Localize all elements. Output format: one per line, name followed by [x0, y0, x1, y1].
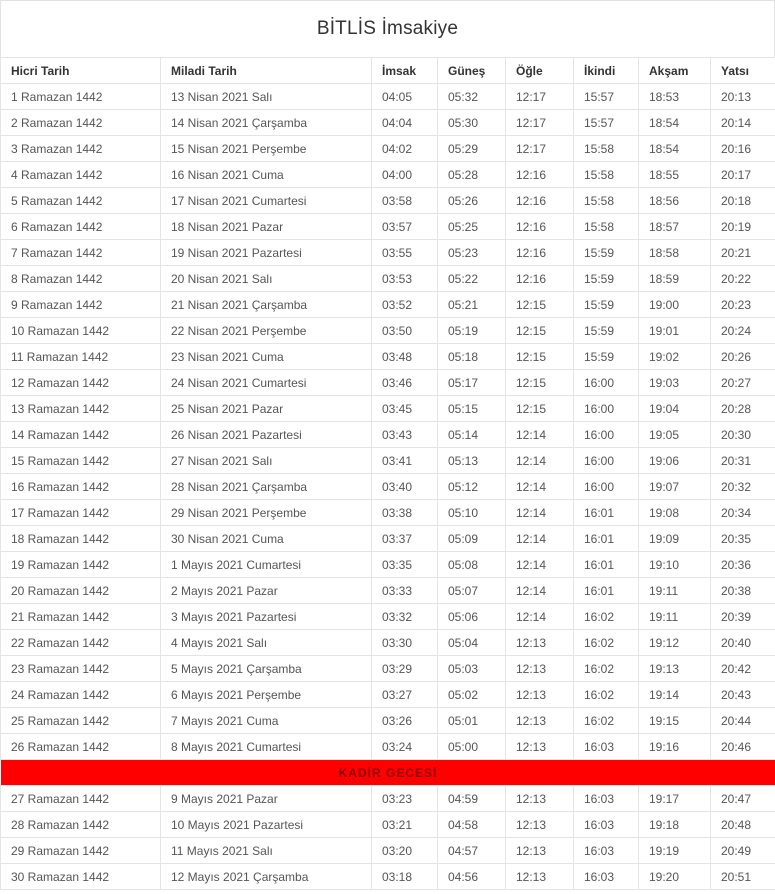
table-cell: 03:18	[372, 864, 438, 890]
table-cell: 05:13	[438, 448, 506, 474]
table-cell: 03:46	[372, 370, 438, 396]
table-cell: 20 Ramazan 1442	[1, 578, 161, 604]
table-cell: 20:27	[711, 370, 775, 396]
table-cell: 12:14	[506, 474, 574, 500]
table-cell: 27 Nisan 2021 Salı	[161, 448, 372, 474]
table-cell: 16:03	[574, 812, 639, 838]
table-row	[1, 240, 775, 266]
table-cell: 10 Mayıs 2021 Pazartesi	[161, 812, 372, 838]
table-cell: 12:13	[506, 812, 574, 838]
table-cell: 28 Ramazan 1442	[1, 812, 161, 838]
table-cell: 19:16	[639, 734, 711, 760]
table-cell: 18:59	[639, 266, 711, 292]
table-row	[1, 292, 775, 318]
table-cell: 05:32	[438, 84, 506, 110]
table-cell: 03:23	[372, 786, 438, 812]
table-cell: 18 Nisan 2021 Pazar	[161, 214, 372, 240]
table-cell: 12:13	[506, 630, 574, 656]
table-cell: 26 Ramazan 1442	[1, 734, 161, 760]
table-cell: 19:03	[639, 370, 711, 396]
table-cell: 05:26	[438, 188, 506, 214]
table-cell: 03:50	[372, 318, 438, 344]
table-row	[1, 812, 775, 838]
table-cell: 12:16	[506, 214, 574, 240]
table-cell: 20:36	[711, 552, 775, 578]
kadir-gecesi-banner: KADİR GECESİ	[1, 760, 775, 786]
table-cell: 19:11	[639, 604, 711, 630]
table-cell: 26 Nisan 2021 Pazartesi	[161, 422, 372, 448]
table-cell: 19:20	[639, 864, 711, 890]
table-cell: 18:54	[639, 136, 711, 162]
table-row	[1, 630, 775, 656]
column-header-gunes: Güneş	[438, 58, 506, 84]
table-cell: 20:43	[711, 682, 775, 708]
table-cell: 29 Nisan 2021 Perşembe	[161, 500, 372, 526]
table-cell: 04:00	[372, 162, 438, 188]
table-row	[1, 344, 775, 370]
table-header-row	[1, 58, 775, 84]
table-cell: 15:57	[574, 110, 639, 136]
table-cell: 19 Nisan 2021 Pazartesi	[161, 240, 372, 266]
column-header-yatsi: Yatsı	[711, 58, 775, 84]
table-cell: 15 Ramazan 1442	[1, 448, 161, 474]
table-cell: 12:16	[506, 162, 574, 188]
prayer-times-table	[0, 57, 775, 890]
table-cell: 05:28	[438, 162, 506, 188]
table-cell: 15:58	[574, 162, 639, 188]
table-cell: 16:03	[574, 838, 639, 864]
table-cell: 13 Ramazan 1442	[1, 396, 161, 422]
table-cell: 27 Ramazan 1442	[1, 786, 161, 812]
table-cell: 4 Mayıs 2021 Salı	[161, 630, 372, 656]
table-cell: 23 Ramazan 1442	[1, 656, 161, 682]
table-cell: 17 Ramazan 1442	[1, 500, 161, 526]
table-cell: 12:14	[506, 526, 574, 552]
table-cell: 20:51	[711, 864, 775, 890]
table-cell: 2 Ramazan 1442	[1, 110, 161, 136]
table-cell: 19 Ramazan 1442	[1, 552, 161, 578]
table-cell: 16:00	[574, 396, 639, 422]
table-cell: 11 Ramazan 1442	[1, 344, 161, 370]
table-cell: 13 Nisan 2021 Salı	[161, 84, 372, 110]
table-cell: 16:01	[574, 578, 639, 604]
table-cell: 19:06	[639, 448, 711, 474]
table-cell: 22 Nisan 2021 Perşembe	[161, 318, 372, 344]
table-cell: 5 Ramazan 1442	[1, 188, 161, 214]
table-cell: 15:58	[574, 188, 639, 214]
table-cell: 25 Ramazan 1442	[1, 708, 161, 734]
table-cell: 12:13	[506, 708, 574, 734]
table-row	[1, 864, 775, 890]
table-cell: 19:10	[639, 552, 711, 578]
table-cell: 03:20	[372, 838, 438, 864]
table-cell: 03:57	[372, 214, 438, 240]
table-cell: 19:12	[639, 630, 711, 656]
table-cell: 03:45	[372, 396, 438, 422]
table-cell: 19:15	[639, 708, 711, 734]
table-cell: 03:40	[372, 474, 438, 500]
table-cell: 15:59	[574, 240, 639, 266]
table-cell: 19:13	[639, 656, 711, 682]
table-cell: 03:33	[372, 578, 438, 604]
table-cell: 16:00	[574, 448, 639, 474]
table-cell: 20:49	[711, 838, 775, 864]
table-cell: 18:56	[639, 188, 711, 214]
table-cell: 19:18	[639, 812, 711, 838]
table-cell: 16:02	[574, 708, 639, 734]
table-cell: 04:59	[438, 786, 506, 812]
table-cell: 12:17	[506, 110, 574, 136]
table-cell: 10 Ramazan 1442	[1, 318, 161, 344]
table-cell: 16:01	[574, 526, 639, 552]
table-cell: 03:37	[372, 526, 438, 552]
table-cell: 12:13	[506, 682, 574, 708]
table-cell: 20:17	[711, 162, 775, 188]
table-cell: 05:15	[438, 396, 506, 422]
table-cell: 05:08	[438, 552, 506, 578]
table-cell: 16:03	[574, 864, 639, 890]
table-cell: 16 Nisan 2021 Cuma	[161, 162, 372, 188]
table-cell: 12:13	[506, 786, 574, 812]
table-cell: 03:38	[372, 500, 438, 526]
table-cell: 12:13	[506, 734, 574, 760]
table-row	[1, 526, 775, 552]
table-cell: 19:07	[639, 474, 711, 500]
table-cell: 05:01	[438, 708, 506, 734]
table-cell: 12:14	[506, 500, 574, 526]
table-cell: 04:58	[438, 812, 506, 838]
table-cell: 4 Ramazan 1442	[1, 162, 161, 188]
table-cell: 20:38	[711, 578, 775, 604]
table-cell: 05:22	[438, 266, 506, 292]
table-cell: 16 Ramazan 1442	[1, 474, 161, 500]
table-cell: 20:26	[711, 344, 775, 370]
table-row	[1, 214, 775, 240]
table-cell: 16:00	[574, 370, 639, 396]
table-cell: 20:48	[711, 812, 775, 838]
table-cell: 12:13	[506, 838, 574, 864]
table-cell: 20:14	[711, 110, 775, 136]
table-row	[1, 422, 775, 448]
table-cell: 15 Nisan 2021 Perşembe	[161, 136, 372, 162]
table-cell: 12:14	[506, 552, 574, 578]
table-cell: 19:05	[639, 422, 711, 448]
table-cell: 3 Mayıs 2021 Pazartesi	[161, 604, 372, 630]
table-cell: 05:07	[438, 578, 506, 604]
table-cell: 12:13	[506, 656, 574, 682]
table-cell: 05:14	[438, 422, 506, 448]
page-title: BİTLİS İmsakiye	[316, 18, 459, 39]
table-cell: 20:24	[711, 318, 775, 344]
table-cell: 16:02	[574, 630, 639, 656]
table-cell: 8 Mayıs 2021 Cumartesi	[161, 734, 372, 760]
table-cell: 03:21	[372, 812, 438, 838]
table-cell: 18 Ramazan 1442	[1, 526, 161, 552]
table-cell: 05:21	[438, 292, 506, 318]
table-cell: 19:04	[639, 396, 711, 422]
table-cell: 19:14	[639, 682, 711, 708]
table-cell: 05:19	[438, 318, 506, 344]
table-row	[1, 552, 775, 578]
table-cell: 19:08	[639, 500, 711, 526]
table-cell: 20:46	[711, 734, 775, 760]
table-cell: 12:15	[506, 292, 574, 318]
table-row	[1, 604, 775, 630]
table-cell: 05:09	[438, 526, 506, 552]
table-cell: 20:23	[711, 292, 775, 318]
table-cell: 19:19	[639, 838, 711, 864]
table-cell: 20:30	[711, 422, 775, 448]
table-cell: 20:34	[711, 500, 775, 526]
table-cell: 18:55	[639, 162, 711, 188]
table-cell: 20:28	[711, 396, 775, 422]
table-cell: 12:17	[506, 84, 574, 110]
table-cell: 20:22	[711, 266, 775, 292]
table-cell: 05:03	[438, 656, 506, 682]
table-cell: 5 Mayıs 2021 Çarşamba	[161, 656, 372, 682]
column-header-ogle: Öğle	[506, 58, 574, 84]
table-cell: 05:12	[438, 474, 506, 500]
table-cell: 12:14	[506, 604, 574, 630]
table-cell: 9 Mayıs 2021 Pazar	[161, 786, 372, 812]
table-cell: 3 Ramazan 1442	[1, 136, 161, 162]
table-cell: 12 Mayıs 2021 Çarşamba	[161, 864, 372, 890]
table-cell: 12:15	[506, 318, 574, 344]
table-cell: 20:19	[711, 214, 775, 240]
table-cell: 15:58	[574, 214, 639, 240]
table-cell: 16:02	[574, 656, 639, 682]
table-cell: 03:30	[372, 630, 438, 656]
table-cell: 23 Nisan 2021 Cuma	[161, 344, 372, 370]
table-cell: 21 Nisan 2021 Çarşamba	[161, 292, 372, 318]
table-cell: 03:35	[372, 552, 438, 578]
table-row	[1, 318, 775, 344]
table-row	[1, 266, 775, 292]
column-header-imsak: İmsak	[372, 58, 438, 84]
column-header-hicri-tarih: Hicri Tarih	[1, 58, 161, 84]
table-row	[1, 578, 775, 604]
table-cell: 12 Ramazan 1442	[1, 370, 161, 396]
table-cell: 12:15	[506, 396, 574, 422]
table-cell: 19:00	[639, 292, 711, 318]
table-cell: 30 Nisan 2021 Cuma	[161, 526, 372, 552]
table-cell: 16:00	[574, 474, 639, 500]
table-cell: 15:59	[574, 344, 639, 370]
table-cell: 20:13	[711, 84, 775, 110]
table-cell: 03:41	[372, 448, 438, 474]
table-cell: 19:02	[639, 344, 711, 370]
table-cell: 24 Ramazan 1442	[1, 682, 161, 708]
table-cell: 25 Nisan 2021 Pazar	[161, 396, 372, 422]
table-cell: 12:13	[506, 864, 574, 890]
table-cell: 04:05	[372, 84, 438, 110]
table-cell: 15:58	[574, 136, 639, 162]
table-cell: 14 Ramazan 1442	[1, 422, 161, 448]
table-row	[1, 136, 775, 162]
table-row	[1, 370, 775, 396]
table-row	[1, 708, 775, 734]
table-cell: 12:16	[506, 188, 574, 214]
column-header-aksam: Akşam	[639, 58, 711, 84]
table-cell: 16:03	[574, 734, 639, 760]
table-cell: 15:59	[574, 292, 639, 318]
table-body	[1, 84, 775, 890]
table-cell: 12:14	[506, 578, 574, 604]
table-cell: 28 Nisan 2021 Çarşamba	[161, 474, 372, 500]
table-cell: 8 Ramazan 1442	[1, 266, 161, 292]
table-row	[1, 448, 775, 474]
table-row	[1, 162, 775, 188]
table-cell: 18:58	[639, 240, 711, 266]
table-cell: 16:01	[574, 552, 639, 578]
table-cell: 20:44	[711, 708, 775, 734]
table-cell: 05:06	[438, 604, 506, 630]
table-cell: 03:48	[372, 344, 438, 370]
table-cell: 11 Mayıs 2021 Salı	[161, 838, 372, 864]
table-cell: 04:57	[438, 838, 506, 864]
table-cell: 18:53	[639, 84, 711, 110]
table-cell: 05:02	[438, 682, 506, 708]
table-cell: 14 Nisan 2021 Çarşamba	[161, 110, 372, 136]
table-cell: 05:17	[438, 370, 506, 396]
table-cell: 03:27	[372, 682, 438, 708]
table-row	[1, 396, 775, 422]
table-cell: 1 Ramazan 1442	[1, 84, 161, 110]
table-cell: 05:18	[438, 344, 506, 370]
table-cell: 04:02	[372, 136, 438, 162]
table-cell: 20:35	[711, 526, 775, 552]
table-row	[1, 786, 775, 812]
table-cell: 16:00	[574, 422, 639, 448]
table-cell: 24 Nisan 2021 Cumartesi	[161, 370, 372, 396]
table-row	[1, 682, 775, 708]
table-cell: 05:30	[438, 110, 506, 136]
table-cell: 03:24	[372, 734, 438, 760]
table-cell: 20:47	[711, 786, 775, 812]
table-cell: 16:03	[574, 786, 639, 812]
table-cell: 17 Nisan 2021 Cumartesi	[161, 188, 372, 214]
table-cell: 15:59	[574, 318, 639, 344]
table-cell: 04:56	[438, 864, 506, 890]
table-cell: 05:29	[438, 136, 506, 162]
table-cell: 19:17	[639, 786, 711, 812]
table-cell: 12:16	[506, 240, 574, 266]
table-cell: 7 Mayıs 2021 Cuma	[161, 708, 372, 734]
table-cell: 7 Ramazan 1442	[1, 240, 161, 266]
table-cell: 03:58	[372, 188, 438, 214]
table-cell: 12:14	[506, 422, 574, 448]
table-cell: 03:52	[372, 292, 438, 318]
table-cell: 19:11	[639, 578, 711, 604]
table-row	[1, 838, 775, 864]
table-cell: 20:21	[711, 240, 775, 266]
table-cell: 21 Ramazan 1442	[1, 604, 161, 630]
table-cell: 05:04	[438, 630, 506, 656]
table-cell: 16:02	[574, 604, 639, 630]
table-cell: 03:29	[372, 656, 438, 682]
table-cell: 12:14	[506, 448, 574, 474]
table-header	[1, 58, 775, 84]
table-cell: 20:18	[711, 188, 775, 214]
table-cell: 9 Ramazan 1442	[1, 292, 161, 318]
table-row	[1, 188, 775, 214]
table-cell: 16:02	[574, 682, 639, 708]
table-cell: 03:26	[372, 708, 438, 734]
table-row	[1, 656, 775, 682]
table-cell: 20:32	[711, 474, 775, 500]
table-cell: 03:53	[372, 266, 438, 292]
kadir-gecesi-banner-row	[1, 760, 775, 786]
table-cell: 20:31	[711, 448, 775, 474]
table-cell: 12:16	[506, 266, 574, 292]
table-cell: 22 Ramazan 1442	[1, 630, 161, 656]
table-cell: 20 Nisan 2021 Salı	[161, 266, 372, 292]
table-cell: 05:10	[438, 500, 506, 526]
table-cell: 29 Ramazan 1442	[1, 838, 161, 864]
page-title-box	[0, 0, 775, 57]
table-cell: 03:43	[372, 422, 438, 448]
table-cell: 19:09	[639, 526, 711, 552]
table-cell: 30 Ramazan 1442	[1, 864, 161, 890]
table-cell: 20:40	[711, 630, 775, 656]
table-cell: 20:42	[711, 656, 775, 682]
table-cell: 1 Mayıs 2021 Cumartesi	[161, 552, 372, 578]
column-header-ikindi: İkindi	[574, 58, 639, 84]
table-cell: 03:55	[372, 240, 438, 266]
table-cell: 03:32	[372, 604, 438, 630]
table-cell: 04:04	[372, 110, 438, 136]
table-row	[1, 500, 775, 526]
table-row	[1, 110, 775, 136]
table-cell: 15:57	[574, 84, 639, 110]
table-cell: 05:00	[438, 734, 506, 760]
table-cell: 20:16	[711, 136, 775, 162]
column-header-miladi-tarih: Miladi Tarih	[161, 58, 372, 84]
table-cell: 19:01	[639, 318, 711, 344]
table-cell: 05:23	[438, 240, 506, 266]
table-cell: 16:01	[574, 500, 639, 526]
table-row	[1, 84, 775, 110]
table-cell: 6 Mayıs 2021 Perşembe	[161, 682, 372, 708]
table-cell: 12:15	[506, 344, 574, 370]
table-row	[1, 734, 775, 760]
table-cell: 12:15	[506, 370, 574, 396]
table-row	[1, 474, 775, 500]
table-cell: 20:39	[711, 604, 775, 630]
table-cell: 6 Ramazan 1442	[1, 214, 161, 240]
table-cell: 15:59	[574, 266, 639, 292]
table-cell: 18:54	[639, 110, 711, 136]
table-cell: 18:57	[639, 214, 711, 240]
table-cell: 05:25	[438, 214, 506, 240]
table-cell: 2 Mayıs 2021 Pazar	[161, 578, 372, 604]
table-cell: 12:17	[506, 136, 574, 162]
